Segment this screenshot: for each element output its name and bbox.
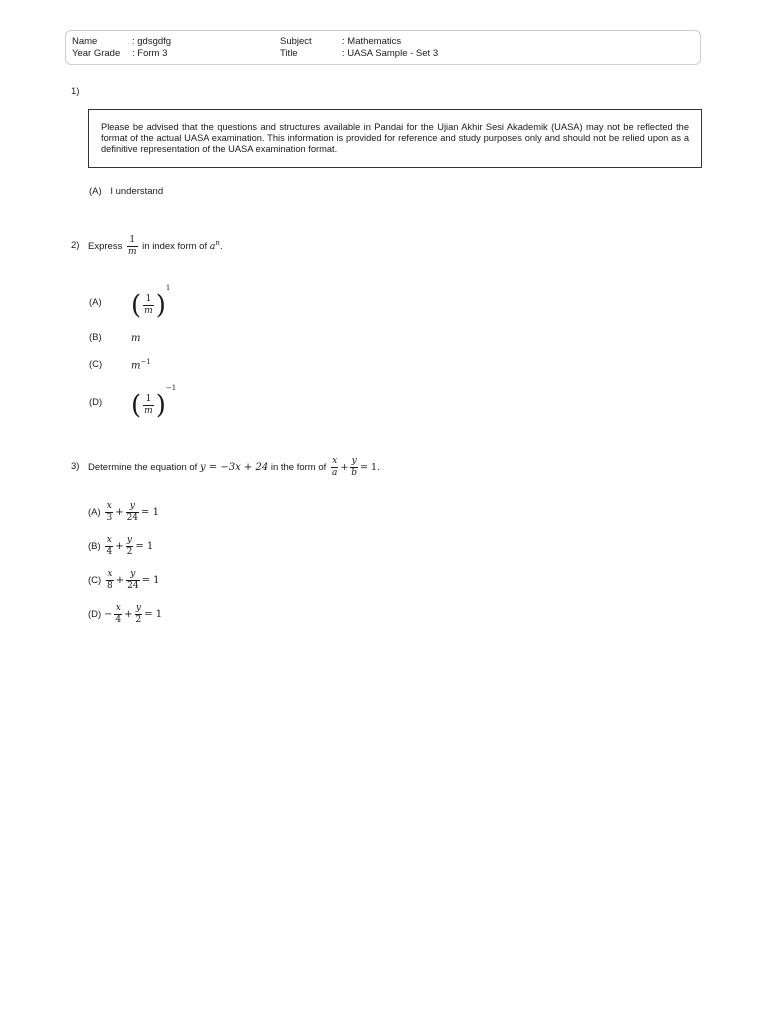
subject-label: Subject — [280, 36, 312, 47]
student-info-header — [65, 30, 701, 65]
question-2-option-d-expr[interactable]: ( $\frac{1}{m}$ )$^{-1}$ — [131, 384, 177, 421]
question-3-option-a[interactable]: (A) $\frac{x}{3}$ + $\frac{y}{24}$ = 1 — [88, 501, 159, 523]
option-text: I understand — [110, 186, 164, 197]
grade-value: : Form 3 — [132, 48, 168, 59]
question-3-prompt: Determine the equation of y = −3x + 24 in the form of $\frac{x}{a}$ + $\frac{y}{b}$ = 1. — [88, 456, 381, 478]
question-2-option-b-label[interactable]: (B) — [89, 332, 102, 343]
title-value: : UASA Sample - Set 3 — [342, 48, 439, 59]
option-label: (A) — [89, 186, 102, 197]
question-1-number: 1) — [71, 86, 80, 97]
line-equation: y = −3x + 24 — [199, 462, 269, 474]
question-3-option-c[interactable]: (C) $\frac{x}{8}$ + $\frac{y}{24}$ = 1 — [88, 569, 160, 591]
grade-label: Year Grade — [72, 48, 121, 59]
question-2-option-a-label[interactable]: (A) — [89, 297, 102, 308]
uasa-disclaimer-notice: Please be advised that the questions and structures available in Pandai for the Ujian Akhir Sesi Akademik (UASA) may not be reflected the format of the actual UASA examination. This information is provided for reference and study purposes only and should not be relied upon as a definitive representation of the UASA examination format. — [88, 109, 702, 168]
name-label: Name — [72, 36, 98, 47]
name-value: : gdsgdfg — [132, 36, 172, 47]
question-2-option-b-expr[interactable]: m — [131, 333, 141, 344]
a-power-n: $a^n$ — [209, 238, 220, 253]
question-3-option-b[interactable]: (B) $\frac{x}{4}$ + $\frac{y}{2}$ = 1 — [88, 535, 154, 557]
question-1-option-a[interactable] — [89, 186, 163, 197]
question-2-option-d-label[interactable]: (D) — [89, 397, 103, 408]
question-2-option-c-label[interactable]: (C) — [89, 359, 103, 370]
question-2-prompt: Express $\frac{1}{m}$ in index form of $a^n$. — [88, 235, 223, 257]
subject-value: : Mathematics — [342, 36, 402, 47]
question-2-option-a-expr[interactable]: ( $\frac{1}{m}$ )$^1$ — [131, 284, 171, 321]
title-label: Title — [280, 48, 298, 59]
question-2-option-c-expr[interactable]: $m^{-1}$ — [131, 358, 151, 372]
fraction-1-over-m: $\frac{1}{m}$ — [127, 235, 137, 257]
question-3-number: 3) — [71, 461, 80, 472]
question-2-number: 2) — [71, 240, 80, 251]
question-3-option-d[interactable]: (D) − $\frac{x}{4}$ + $\frac{y}{2}$ = 1 — [88, 603, 163, 625]
